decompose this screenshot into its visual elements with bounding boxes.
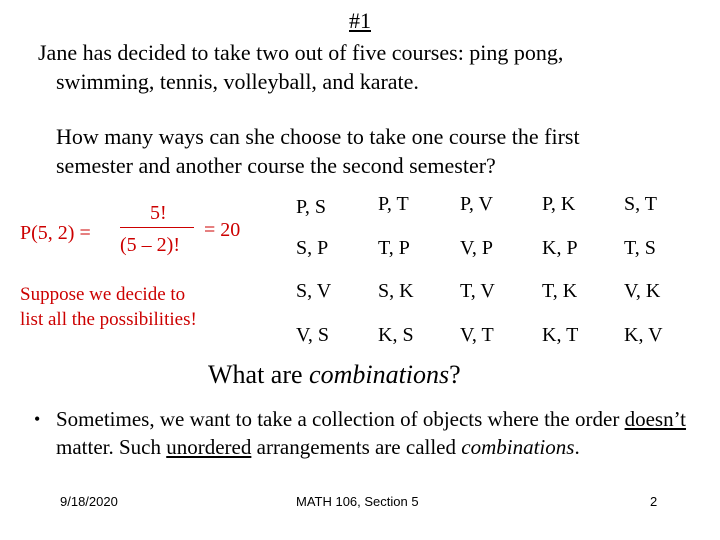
ordered-pair: V, T — [460, 323, 494, 346]
formula-result: = 20 — [204, 219, 241, 241]
permutation-lhs: P(5, 2) = — [20, 222, 91, 244]
pairs-row — [296, 188, 716, 232]
bullet-text — [56, 405, 694, 461]
bullet-text-d: arrangements are called — [251, 435, 457, 459]
footer-course: MATH 106, Section 5 — [296, 494, 419, 509]
heading-question-mark: ? — [449, 360, 461, 389]
underlined-unordered: unordered — [166, 435, 252, 459]
ordered-pair: S, T — [624, 193, 657, 215]
problem-statement — [38, 38, 698, 96]
ordered-pair: P, V — [460, 193, 493, 215]
ordered-pair: P, T — [378, 193, 409, 215]
ordered-pair: S, K — [378, 280, 414, 302]
ordered-pair: V, P — [460, 236, 493, 259]
question — [56, 122, 696, 180]
pairs-row — [296, 275, 716, 319]
bullet-dot: • — [34, 409, 41, 429]
ordered-pair: T, V — [460, 280, 495, 302]
problem-line-1: Jane has decided to take two out of five courses: ping pong, — [38, 40, 564, 65]
ordered-pair: K, S — [378, 323, 414, 346]
ordered-pair: T, P — [378, 236, 410, 259]
italic-combinations: combinations — [461, 435, 575, 459]
ordered-pair: K, V — [624, 323, 663, 346]
pairs-row — [296, 319, 716, 363]
question-line-1: How many ways can she choose to take one course the first — [56, 124, 580, 149]
ordered-pairs-grid — [296, 188, 716, 362]
fraction-numerator: 5! — [150, 202, 167, 224]
bullet-text-a: Sometimes, we want to take a collection of objects where the — [56, 407, 570, 431]
problem-line-2: swimming, tennis, volleyball, and karate. — [56, 69, 419, 94]
ordered-pair: V, S — [296, 323, 329, 346]
ordered-pair: P, S — [296, 196, 327, 218]
bullet-text-c: matter. Such — [56, 435, 167, 459]
ordered-pair: P, K — [542, 193, 576, 215]
heading-text: What are — [208, 360, 310, 389]
ordered-pair: S, V — [296, 280, 332, 302]
bullet-period: . — [574, 435, 580, 459]
ordered-pair: K, T — [542, 323, 579, 346]
ordered-pair: K, P — [542, 236, 578, 259]
fraction-bar — [120, 227, 194, 228]
list-possibilities-note — [20, 282, 270, 332]
fraction-denominator: (5 – 2)! — [120, 234, 180, 256]
definition-bullet — [34, 405, 694, 461]
ordered-pair: V, K — [624, 280, 661, 302]
bullet-text-b: order — [575, 407, 625, 431]
slide-number-title: #1 — [349, 8, 371, 33]
ordered-pair: T, K — [542, 280, 578, 302]
note-line-1: Suppose we decide to — [20, 284, 186, 305]
ordered-pair: S, P — [296, 236, 329, 259]
section-heading — [208, 360, 461, 390]
pairs-row — [296, 232, 716, 276]
heading-italic-word: combinations — [309, 360, 450, 389]
underlined-doesnt: doesn’t — [624, 407, 687, 431]
ordered-pair: T, S — [624, 236, 656, 259]
question-line-2: semester and another course the second semester? — [56, 153, 496, 178]
footer-date: 9/18/2020 — [60, 494, 118, 509]
note-line-2: list all the possibilities! — [20, 309, 197, 330]
footer-page-number: 2 — [650, 494, 658, 509]
